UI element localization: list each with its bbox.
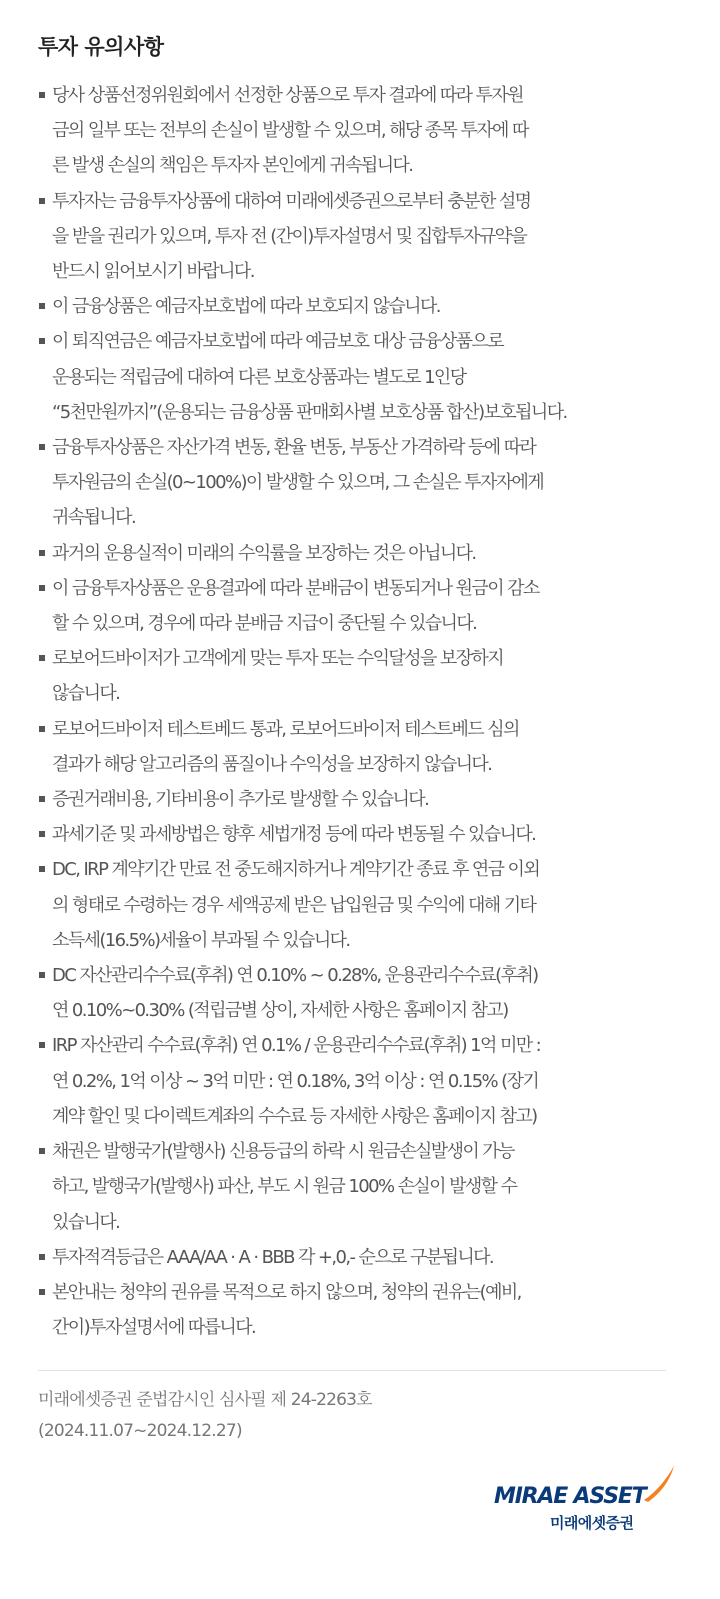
notice-line: “5천만원까지”(운용되는 금융상품 판매회사별 보호상품 합산)보호됩니다. — [52, 401, 567, 423]
notice-item — [38, 1275, 686, 1345]
notice-line: 투자자는 금융투자상품에 대하여 미래에셋증권으로부터 충분한 설명 — [52, 190, 531, 212]
notice-line: 증권거래비용, 기타비용이 추가로 발생할 수 있습니다. — [52, 789, 429, 811]
logo-korean: 미래에셋증권 — [550, 1514, 634, 1532]
bullet-icon — [39, 550, 45, 556]
notice-line: 채권은 발행국가(발행사) 신용등급의 하락 시 원금손실발생이 가능 — [52, 1141, 514, 1163]
notice-item — [38, 324, 686, 430]
notice-item — [38, 782, 686, 817]
notice-line: 않습니다. — [52, 683, 120, 705]
page-title: 투자 유의사항 — [38, 35, 164, 59]
notice-line: 금융투자상품은 자산가격 변동, 환율 변동, 부동산 가격하락 등에 따라 — [52, 437, 536, 459]
notice-line: 이 퇴직연금은 예금자보호법에 따라 예금보호 대상 금융상품으로 — [52, 331, 504, 353]
notice-item — [38, 430, 686, 536]
notice-item — [38, 1240, 686, 1275]
review-number: 미래에셋증권 준법감시인 심사필 제 24-2263호 — [38, 1390, 372, 1411]
notice-line: 결과가 해당 알고리즘의 품질이나 수익성을 보장하지 않습니다. — [52, 753, 492, 775]
bullet-icon — [39, 726, 45, 732]
bullet-icon — [39, 1254, 45, 1260]
notice-line: 연 0.10%~0.30% (적립금별 상이, 자세한 사항은 홈페이지 참고) — [52, 1000, 508, 1022]
notice-list — [38, 78, 686, 1345]
notice-line: 른 발생 손실의 책임은 투자자 본인에게 귀속됩니다. — [52, 155, 413, 177]
notice-line: 과거의 운용실적이 미래의 수익률을 보장하는 것은 아닙니다. — [52, 542, 476, 564]
notice-item — [38, 1028, 686, 1134]
review-period: (2024.11.07~2024.12.27) — [38, 1421, 242, 1442]
bullet-icon — [39, 1289, 45, 1295]
notice-line: 운용되는 적립금에 대하여 다른 보호상품과는 별도로 1인당 — [52, 366, 466, 388]
notice-line: DC 자산관리수수료(후취) 연 0.10% ~ 0.28%, 운용관리수수료(후취) — [52, 965, 538, 987]
logo-english: MIRAE ASSET — [494, 1484, 646, 1509]
notice-item — [38, 852, 686, 958]
notice-item — [38, 536, 686, 571]
notice-line: 투자원금의 손실(0~100%)이 발생할 수 있으며, 그 손실은 투자자에게 — [52, 472, 544, 494]
bullet-icon — [39, 198, 45, 204]
notice-item — [38, 289, 686, 324]
compliance-review — [38, 1385, 720, 1447]
notice-line: 금의 일부 또는 전부의 손실이 발생할 수 있으며, 해당 종목 투자에 따 — [52, 120, 528, 142]
notice-item — [38, 184, 686, 290]
notice-line: 투자적격등급은 AAA/AA · A · BBB 각 +,0,- 순으로 구분됩니다. — [52, 1246, 494, 1268]
notice-line: 간이)투자설명서에 따릅니다. — [52, 1317, 256, 1339]
notice-line: 로보어드바이저 테스트베드 통과, 로보어드바이저 테스트베드 심의 — [52, 718, 519, 740]
notice-item — [38, 78, 686, 184]
bullet-icon — [39, 338, 45, 344]
notice-line: 할 수 있으며, 경우에 따라 분배금 지급이 중단될 수 있습니다. — [52, 613, 477, 635]
bullet-icon — [39, 1148, 45, 1154]
notice-line: IRP 자산관리 수수료(후취) 연 0.1% / 운용관리수수료(후취) 1억 미만 : — [52, 1035, 541, 1057]
notice-item — [38, 571, 686, 641]
bullet-icon — [39, 866, 45, 872]
notice-item — [38, 641, 686, 711]
notice-line: 반드시 읽어보시기 바랍니다. — [52, 261, 254, 283]
bullet-icon — [39, 655, 45, 661]
notice-item — [38, 1134, 686, 1240]
bullet-icon — [39, 972, 45, 978]
notice-line: 귀속됩니다. — [52, 507, 136, 529]
bullet-icon — [39, 303, 45, 309]
notice-line: 본안내는 청약의 권유를 목적으로 하지 않으며, 청약의 권유는(예비, — [52, 1281, 521, 1303]
notice-line: DC, IRP 계약기간 만료 전 중도해지하거나 계약기간 종료 후 연금 이외 — [52, 859, 540, 881]
bullet-icon — [39, 796, 45, 802]
mirae-asset-logo — [494, 1462, 684, 1534]
notice-line: 당사 상품선정위원회에서 선정한 상품으로 투자 결과에 따라 투자원 — [52, 85, 523, 106]
divider — [38, 1370, 666, 1371]
notice-line: 연 0.2%, 1억 이상 ~ 3억 미만 : 연 0.18%, 3억 이상 : 연 0.15% (장기 — [52, 1070, 539, 1092]
notice-line: 하고, 발행국가(발행사) 파산, 부도 시 원금 100% 손실이 발생할 수 — [52, 1176, 517, 1198]
notice-line: 이 금융투자상품은 운용결과에 따라 분배금이 변동되거나 원금이 감소 — [52, 577, 539, 599]
notice-line: 을 받을 권리가 있으며, 투자 전 (간이)투자설명서 및 집합투자규약을 — [52, 225, 527, 247]
bullet-icon — [39, 92, 45, 98]
notice-item — [38, 712, 686, 782]
bullet-icon — [39, 1042, 45, 1048]
bullet-icon — [39, 444, 45, 450]
bullet-icon — [39, 831, 45, 837]
notice-line: 소득세(16.5%)세율이 부과될 수 있습니다. — [52, 929, 350, 951]
notice-line: 있습니다. — [52, 1211, 120, 1233]
bullet-icon — [39, 585, 45, 591]
notice-item — [38, 817, 686, 852]
notice-line: 이 금융상품은 예금자보호법에 따라 보호되지 않습니다. — [52, 296, 440, 318]
notice-line: 과세기준 및 과세방법은 향후 세법개정 등에 따라 변동될 수 있습니다. — [52, 824, 536, 846]
notice-line: 계약 할인 및 다이렉트계좌의 수수료 등 자세한 사항은 홈페이지 참고) — [52, 1105, 537, 1127]
notice-line: 의 형태로 수령하는 경우 세액공제 받은 납입원금 및 수익에 대해 기타 — [52, 894, 536, 916]
notice-line: 로보어드바이저가 고객에게 맞는 투자 또는 수익달성을 보장하지 — [52, 648, 504, 670]
notice-item — [38, 958, 686, 1028]
